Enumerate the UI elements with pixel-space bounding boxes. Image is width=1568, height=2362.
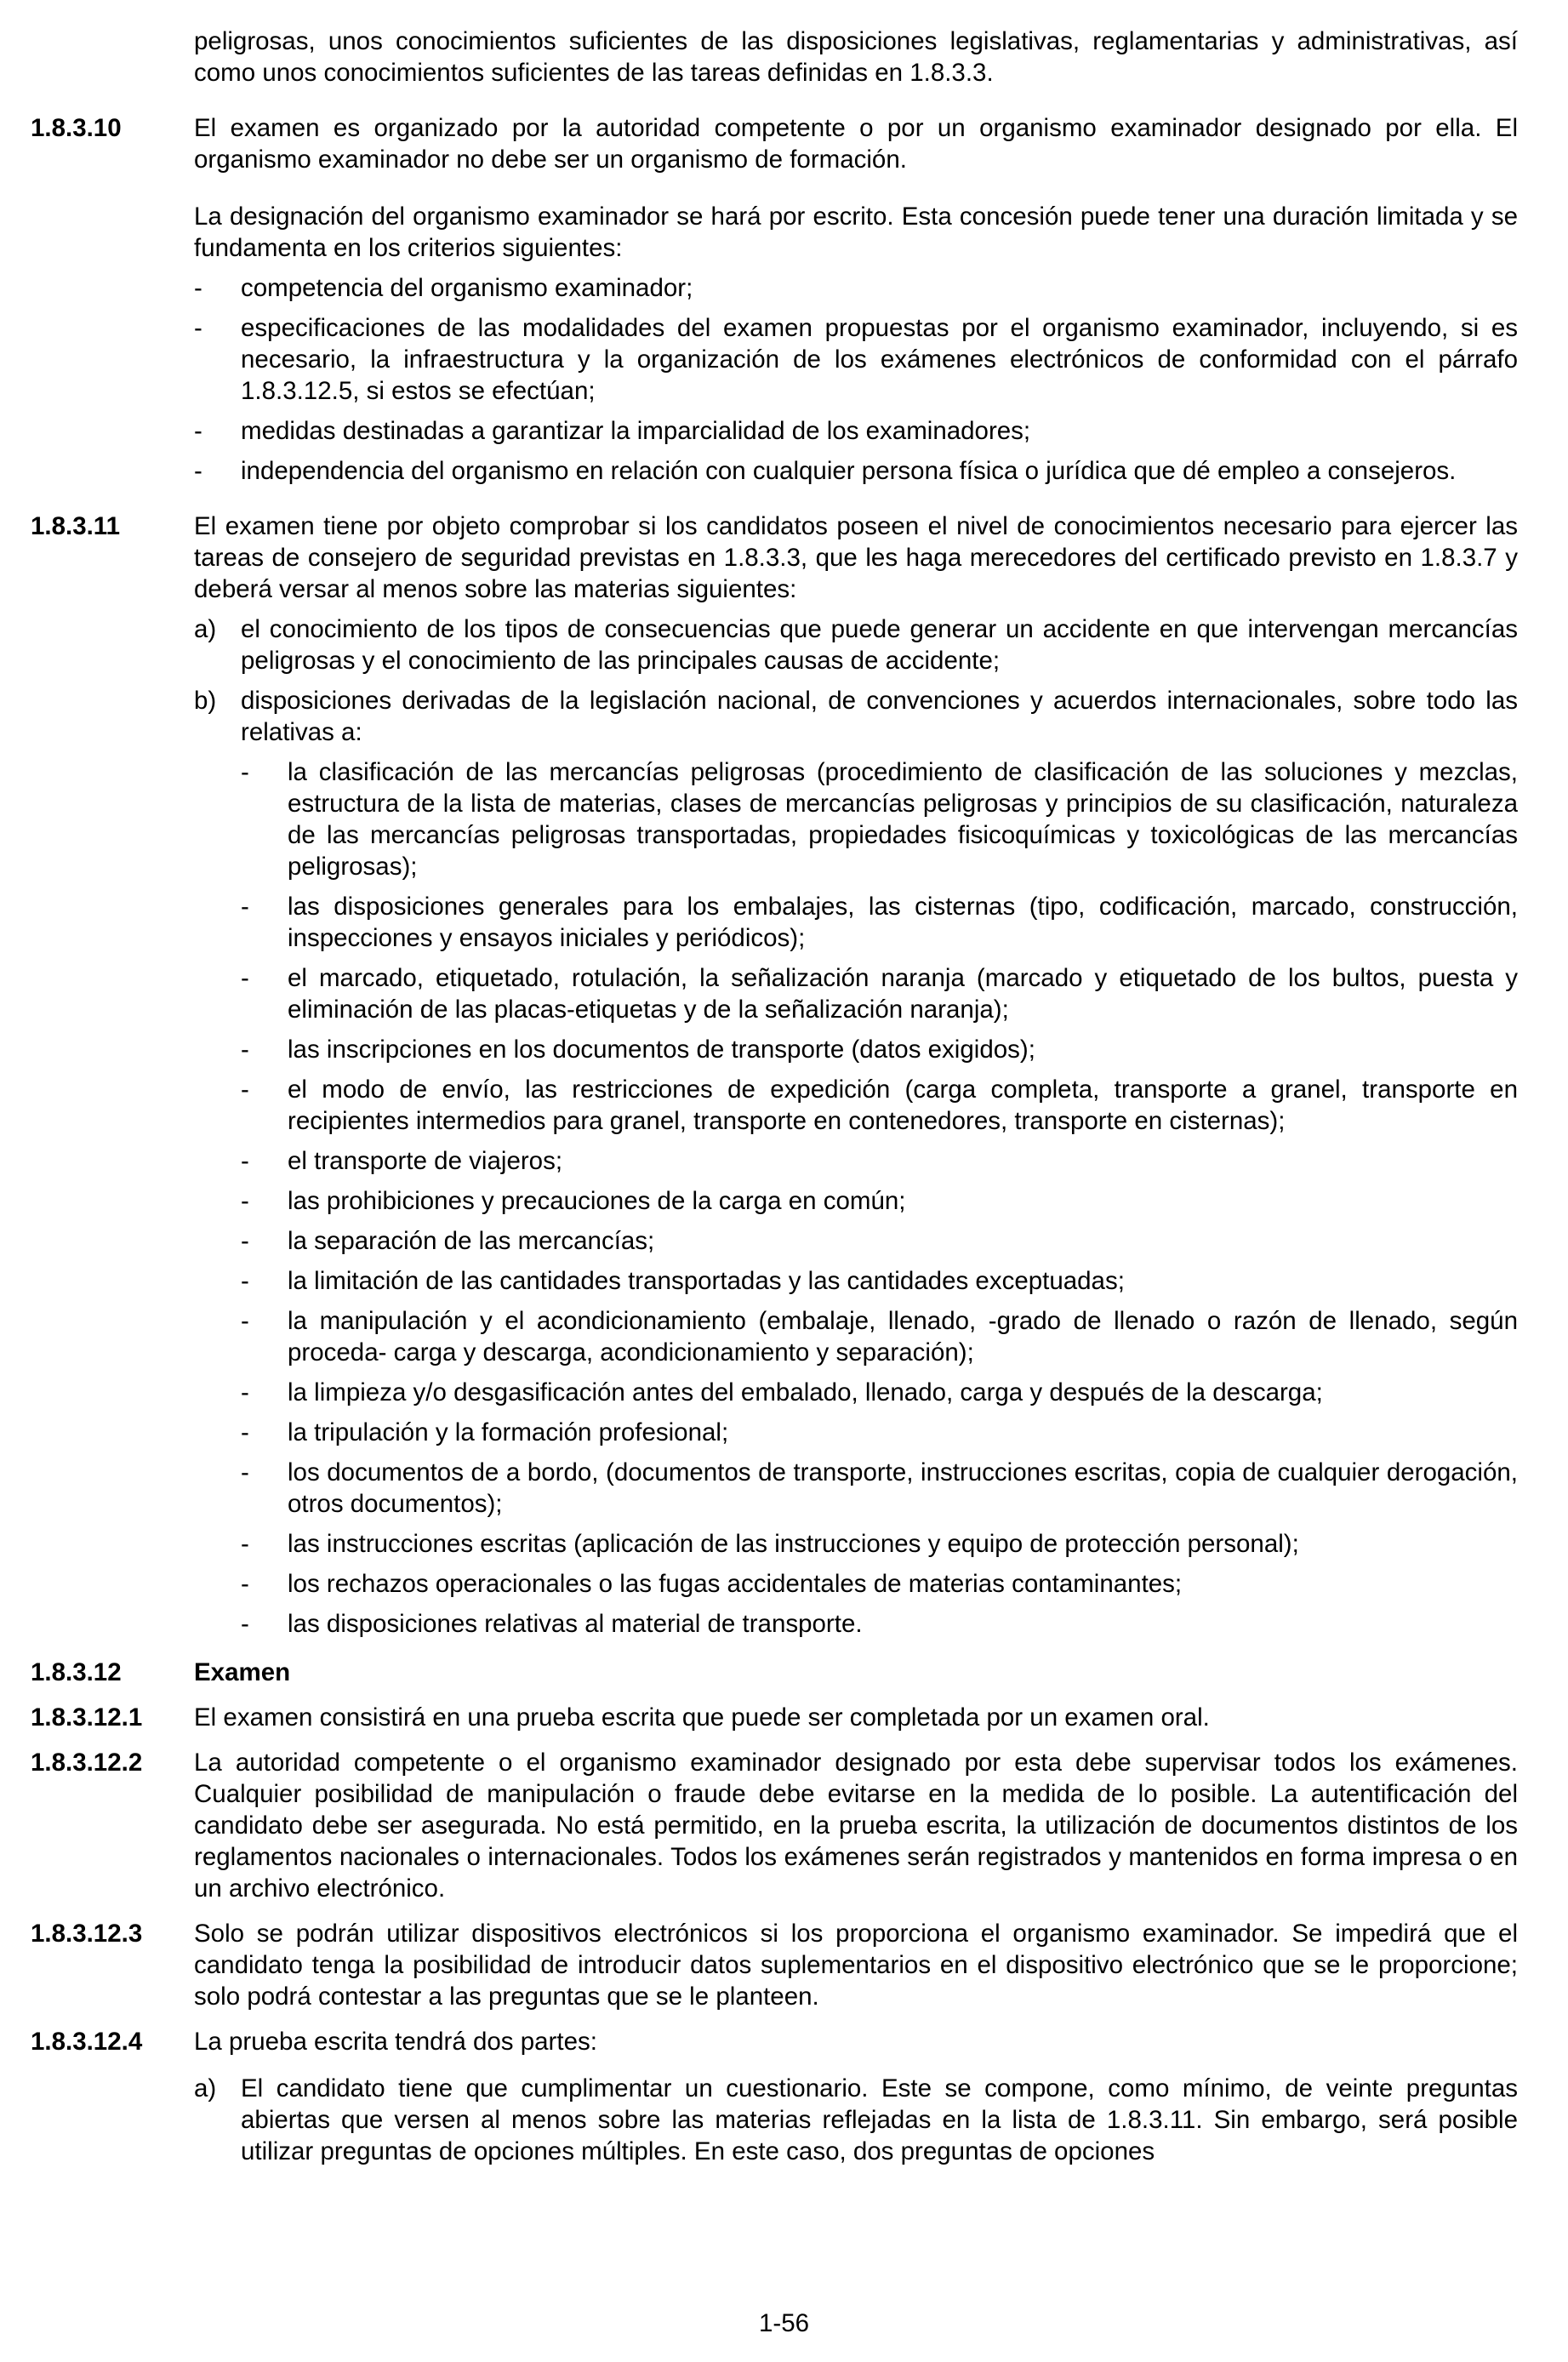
section-number: 1.8.3.12.1 (31, 1703, 143, 1732)
sub-list-item: - el marcado, etiquetado, rotulación, la señalización naranja (marcado y etiquetado de los bultos, puesta y eliminación de las placas-etiquetas y de la señalización naranja); (241, 964, 1518, 1024)
sub-list-item: - la limpieza y/o desgasificación antes del embalado, llenado, carga y después de la descarga; (241, 1378, 1323, 1406)
section-number: 1.8.3.12.4 (31, 2028, 143, 2056)
section-number: 1.8.3.12.3 (31, 1920, 143, 1948)
sub-list-item: - las inscripciones en los documentos de transporte (datos exigidos); (241, 1036, 1035, 1064)
list-item: - especificaciones de las modalidades del examen propuestas por el organismo examinador, incluyendo, si es necesario, la infraestructura y la organización de los exámenes electrónicos de conformidad con el párrafo 1.8.3.12.5, si estos se efectúan; (194, 314, 1518, 405)
section-number: 1.8.3.11 (31, 512, 120, 540)
section-heading: Examen (194, 1658, 291, 1686)
sub-list-item: - el modo de envío, las restricciones de expedición (carga completa, transporte a granel, transporte en recipientes intermedios para granel, transporte en contenedores, transporte en cisternas); (241, 1075, 1518, 1135)
section-1-8-3-10 (31, 112, 1518, 487)
list-item-b: b) disposiciones derivadas de la legislación nacional, de convenciones y acuerdos internacionales, sobre todo las relativas a: - la clasificación de las mercancías peligrosas (procedimiento de clasificación de las soluciones y mezclas, estructura de la lista de materias, clases de mercancías peligrosas y principios de su clasificación, naturaleza de las mercancías peligrosas transportadas, propiedades fisicoquímicas y toxicológicas de las mercancías peligrosas); - las disposiciones generales para los embalajes, las cisternas (tipo, codificación, marcado, construcción, inspecciones y ensayos iniciales y periódicos); - el marcado, etiquetado, rotulación, la señalización naranja (marcado y etiquetado de los bultos, puesta y eliminación de las placas-etiquetas y de la señalización naranja); - las inscripciones en los documentos de transporte (datos exigidos); - el modo de envío, las restricciones de expedición (carga completa, transporte a granel, transporte en recipientes intermedios para granel, transporte en contenedores, transporte en cisternas); - el transporte de viajeros; - las prohibiciones y precauciones de la carga en común; - la separación de las mercancías; - la limitación de las cantidades transportadas y las cantidades exceptuadas; - la manipulación y el acondicionamiento (embalaje, llenado, -grado de llenado o razón de llenado, según proceda- carga y descarga, acondicionamiento y separación); - la limpieza y/o desgasificación antes del embalado, llenado, carga y después de la descarga; - la tripulación y la formación profesional; - los documentos de a bordo, (documentos de transporte, instrucciones escritas, copia de cualquier derogación, otros documentos); - las instrucciones escritas (aplicación de las instrucciones y equipo de protección personal); - los rechazos operacionales o las fugas accidentales de materias contaminantes; - las disposiciones relativas al material de transporte. (194, 687, 1518, 1638)
alpha-marker: a) (194, 2074, 217, 2102)
section-number: 1.8.3.10 (31, 114, 122, 142)
section-paragraph: El examen tiene por objeto comprobar si los candidatos poseen el nivel de conocimientos necesario para ejercer las tareas de consejero de seguridad previstas en 1.8.3.3, que les haga merecedores del certificado previsto en 1.8.3.7 y deberá versar al menos sobre las materias siguientes: (194, 512, 1518, 603)
alpha-marker: b) (194, 687, 217, 715)
section-1-8-3-12 (31, 1657, 1518, 1688)
section-1-8-3-12-4 (31, 2026, 1518, 2167)
section-paragraph: El examen es organizado por la autoridad competente o por un organismo examinador designado por ella. El organismo examinador no debe ser un organismo de formación. (194, 114, 1518, 174)
sub-list-item: - la limitación de las cantidades transportadas y las cantidades exceptuadas; (241, 1267, 1125, 1295)
continuation-block (194, 26, 1518, 88)
sub-list-item: - la tripulación y la formación profesional; (241, 1418, 729, 1446)
sub-list-item: - el transporte de viajeros; (241, 1147, 563, 1175)
section-1-8-3-12-2 (31, 1747, 1518, 1904)
section-1-8-3-12-1 (31, 1702, 1518, 1733)
sub-list-item: - los rechazos operacionales o las fugas accidentales de materias contaminantes; (241, 1570, 1183, 1598)
dash-marker: - (194, 274, 202, 302)
list-item-a: a) el conocimiento de los tipos de consecuencias que puede generar un accidente en que intervengan mercancías peligrosas y el conocimiento de las principales causas de accidente; (194, 615, 1518, 675)
sub-list-item: - las disposiciones relativas al material de transporte. (241, 1610, 863, 1638)
section-paragraph: El examen consistirá en una prueba escrita que puede ser completada por un examen oral. (194, 1703, 1210, 1732)
list-item-a: a) El candidato tiene que cumplimentar un cuestionario. Este se compone, como mínimo, de veinte preguntas abiertas que versen al menos sobre las materias reflejadas en la lista de 1.8.3.11. Sin embargo, será posible utilizar preguntas de opciones múltiples. En este caso, dos preguntas de opciones (194, 2074, 1518, 2165)
sub-list (241, 756, 1518, 1640)
section-1-8-3-11 (31, 511, 1518, 1640)
sub-list-item: - la manipulación y el acondicionamiento (embalaje, llenado, -grado de llenado o razón de llenado, según proceda- carga y descarga, acondicionamiento y separación); (241, 1307, 1518, 1366)
sub-list-item: - la separación de las mercancías; (241, 1227, 655, 1255)
section-1-8-3-12-3 (31, 1918, 1518, 2012)
continuation-paragraph: peligrosas, unos conocimientos suficientes de las disposiciones legislativas, reglamentarias y administrativas, así como unos conocimientos suficientes de las tareas definidas en 1.8.3.3. (194, 27, 1518, 87)
section-paragraph: La designación del organismo examinador se hará por escrito. Esta concesión puede tener una duración limitada y se fundamenta en los criterios siguientes: (194, 203, 1518, 262)
sub-list-item: - las prohibiciones y precauciones de la carga en común; (241, 1187, 906, 1215)
sub-list-item: - la clasificación de las mercancías peligrosas (procedimiento de clasificación de las soluciones y mezclas, estructura de la lista de materias, clases de mercancías peligrosas y principios de su clasificación, naturaleza de las mercancías peligrosas transportadas, propiedades fisicoquímicas y toxicológicas de las mercancías peligrosas); (241, 758, 1518, 881)
section-paragraph: La prueba escrita tendrá dos partes: (194, 2028, 597, 2056)
dash-marker: - (194, 457, 202, 485)
section-paragraph: La autoridad competente o el organismo examinador designado por esta debe supervisar todos los exámenes. Cualquier posibilidad de manipulación o fraude debe evitarse en la medida de lo posible. La autentificación del candidato debe ser asegurada. No está permitido, en la prueba escrita, la utilización de documentos distintos de los reglamentos nacionales o internacionales. Todos los exámenes serán registrados y mantenidos en forma impresa o en un archivo electrónico. (194, 1749, 1518, 1903)
list-item: - competencia del organismo examinador; (194, 274, 693, 302)
list-item: - independencia del organismo en relación con cualquier persona física o jurídica que dé empleo a consejeros. (194, 457, 1457, 485)
alpha-marker: a) (194, 615, 217, 643)
list-item: - medidas destinadas a garantizar la imparcialidad de los examinadores; (194, 417, 1031, 445)
section-number: 1.8.3.12 (31, 1658, 122, 1686)
sub-list-item: - las disposiciones generales para los embalajes, las cisternas (tipo, codificación, marcado, construcción, inspecciones y ensayos iniciales y periódicos); (241, 893, 1518, 952)
section-number: 1.8.3.12.2 (31, 1749, 143, 1777)
sub-list-item: - las instrucciones escritas (aplicación de las instrucciones y equipo de protección personal); (241, 1530, 1299, 1558)
page-number: 1-56 (758, 2309, 810, 2337)
section-paragraph: Solo se podrán utilizar dispositivos electrónicos si los proporciona el organismo examinador. Se impedirá que el candidato tenga la posibilidad de introducir datos suplementarios en el dispositivo electrónico que se le proporcione; solo podrá contestar a las preguntas que se le planteen. (194, 1920, 1518, 2011)
dash-marker: - (194, 417, 202, 445)
sub-list-item: - los documentos de a bordo, (documentos de transporte, instrucciones escritas, copia de cualquier derogación, otros documentos); (241, 1458, 1518, 1518)
dash-marker: - (194, 314, 202, 342)
